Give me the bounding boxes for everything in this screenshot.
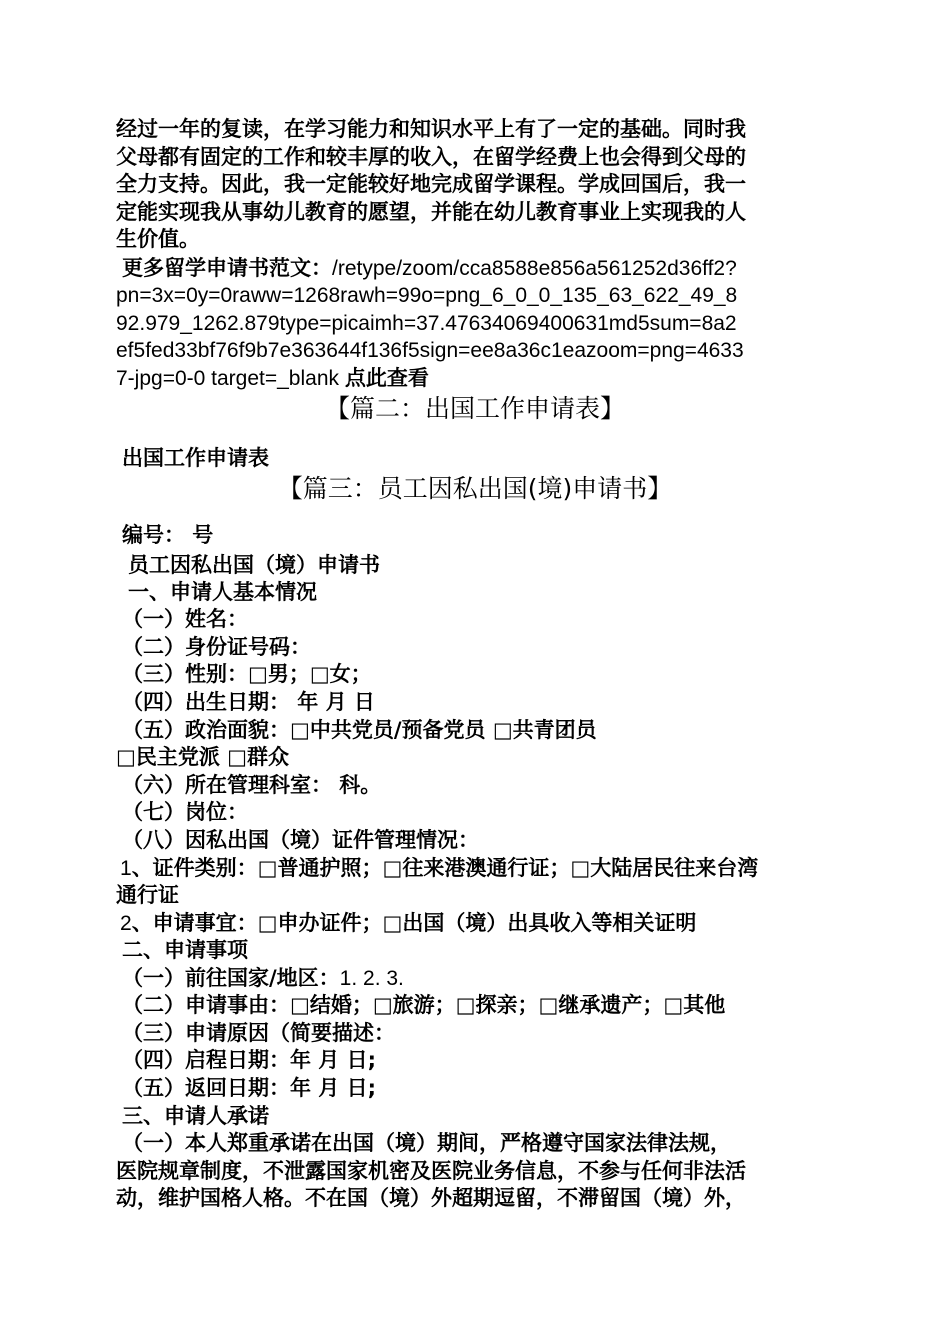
p1-item-id: （二）身份证号码： [122, 635, 311, 659]
more-link-cta[interactable]: 点此查看 [344, 366, 429, 390]
intro-line-2: 父母都有固定的工作和较丰厚的收入，在留学经费上也会得到父母的 [116, 145, 746, 169]
more-link-line-1 [122, 254, 737, 282]
p1-political-wrap: □民主党派 □群众 [116, 745, 289, 769]
more-link-url-5[interactable]: 7-jpg=0-0 target=_blank [116, 367, 345, 390]
more-link-label: 更多留学申请书范文： [122, 256, 332, 280]
p1-item-political: （五）政治面貌：□中共党员/预备党员 □共青团员 [122, 718, 597, 742]
p2-dest-label: （一）前往国家/地区： [122, 966, 340, 990]
p3-line-3: 动，维护国格人格。不在国（境）外超期逗留，不滞留国（境）外， [116, 1186, 746, 1210]
p1-cert-apply-text: 、申请事宜：□申办证件；□出国（境）出具收入等相关证明 [131, 911, 697, 935]
doc-title: 员工因私出国（境）申请书 [128, 553, 380, 577]
more-link-line-5 [116, 364, 429, 392]
p1-item-birth: （四）出生日期： 年 月 日 [122, 690, 375, 714]
p3-line-2: 医院规章制度，不泄露国家机密及医院业务信息，不参与任何非法活 [116, 1159, 746, 1183]
p1-item-position: （七）岗位： [122, 800, 248, 824]
p1-cert-type-wrap: 通行证 [116, 883, 179, 907]
p1-cert-apply-num: 2 [120, 912, 132, 935]
number-label: 编号： 号 [122, 523, 214, 547]
section2-heading: 【篇二：出国工作申请表】 [324, 394, 625, 423]
part3-title: 三、申请人承诺 [122, 1104, 269, 1128]
more-link-url-2[interactable]: pn=3x=0y=0raww=1268rawh=99o=png_6_0_0_135_63_622_49_8 [116, 284, 738, 307]
more-link-url-1[interactable]: /retype/zoom/cca8588e856a561252d36ff2? [332, 257, 737, 280]
p1-item-gender: （三）性别：□男；□女； [122, 662, 372, 686]
intro-line-3: 全力支持。因此，我一定能较好地完成留学课程。学成回国后，我一 [116, 172, 746, 196]
p1-cert-type-text: 、证件类别：□普通护照；□往来港澳通行证；□大陆居民往来台湾 [131, 856, 759, 880]
p1-item-cert-mgmt: （八）因私出国（境）证件管理情况： [122, 828, 479, 852]
p2-item-reason: （二）申请事由：□结婚；□旅游；□探亲；□继承遗产；□其他 [122, 993, 726, 1017]
part2-title: 二、申请事项 [122, 938, 248, 962]
p2-item-depart: （四）启程日期：年 月 日; [122, 1048, 377, 1072]
p2-item-return: （五）返回日期：年 月 日; [122, 1076, 377, 1100]
section3-heading: 【篇三：员工因私出国(境)申请书】 [277, 474, 673, 503]
p1-item-name: （一）姓名： [122, 607, 248, 631]
section2-subtitle: 出国工作申请表 [122, 446, 269, 470]
part1-title: 一、申请人基本情况 [128, 580, 317, 604]
p3-line-1: （一）本人郑重承诺在出国（境）期间，严格遵守国家法律法规， [122, 1131, 731, 1155]
p1-item-department: （六）所在管理科室： 科。 [122, 773, 382, 797]
intro-line-1: 经过一年的复读，在学习能力和知识水平上有了一定的基础。同时我 [116, 117, 746, 141]
more-link-url-3[interactable]: 92.979_1262.879type=picaimh=37.47634069400631md5sum=8a2 [116, 312, 737, 335]
p2-dest-values: 1. 2. 3. [339, 967, 404, 990]
p1-cert-type [120, 854, 758, 882]
p2-item-cause: （三）申请原因（简要描述： [122, 1021, 395, 1045]
more-link-url-4[interactable]: ef5fed33bf76f9b7e363644f136f5sign=ee8a36c1eazoom=png=4633 [116, 339, 744, 362]
p1-cert-apply [120, 909, 696, 937]
p2-item-destination [122, 964, 404, 992]
intro-line-4: 定能实现我从事幼儿教育的愿望，并能在幼儿教育事业上实现我的人 [116, 200, 746, 224]
intro-line-5: 生价值。 [116, 227, 200, 251]
p1-cert-type-num: 1 [120, 857, 132, 880]
